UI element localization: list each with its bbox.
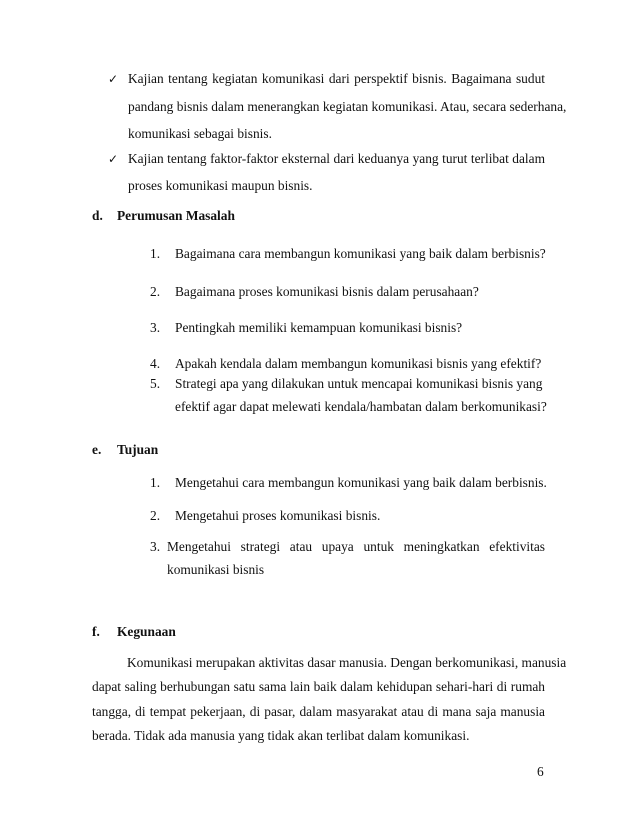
section-d-item-4-num: 4. [150,356,161,371]
bullet-1-line-1: Kajian tentang kegiatan komunikasi dari perspektif bisnis. Bagaimana sudut [128,71,545,86]
section-d-item-5-line-1: Strategi apa yang dilakukan untuk mencapai komunikasi bisnis yang [175,376,543,391]
section-d-item-5-line-2: efektif agar dapat melewati kendala/hambatan dalam berkomunikasi? [175,399,547,414]
section-e-item-3-num: 3. [150,539,161,554]
section-e-item-1-num: 1. [150,475,161,490]
section-f-paragraph-line-2: dapat saling berhubungan satu sama lain baik dalam kehidupan sehari-hari di rumah [92,679,545,694]
section-e-item-2-num: 2. [150,508,161,523]
page-number: 6 [537,764,544,779]
checkmark-icon: ✓ [108,72,119,86]
section-f-paragraph-line-3: tangga, di tempat pekerjaan, di pasar, dalam masyarakat atau di mana saja manusia [92,704,545,719]
checkmark-icon: ✓ [108,152,119,166]
section-e-item-1: Mengetahui cara membangun komunikasi yang baik dalam berbisnis. [175,475,547,490]
bullet-2-line-2: proses komunikasi maupun bisnis. [128,178,313,193]
section-d-item-1-num: 1. [150,246,161,261]
section-e-letter: e. [92,442,102,457]
section-e-item-3-line-2: komunikasi bisnis [167,562,265,577]
section-d-item-5-num: 5. [150,376,161,391]
section-d-item-2-num: 2. [150,284,161,299]
section-f-paragraph-line-1: Komunikasi merupakan aktivitas dasar manusia. Dengan berkomunikasi, manusia [127,655,567,670]
section-d-item-1: Bagaimana cara membangun komunikasi yang baik dalam berbisnis? [175,246,546,261]
section-d-letter: d. [92,208,103,223]
bullet-1-line-3: komunikasi sebagai bisnis. [128,126,272,141]
section-d-item-4: Apakah kendala dalam membangun komunikasi bisnis yang efektif? [175,356,542,371]
bullet-2-line-1: Kajian tentang faktor-faktor eksternal dari keduanya yang turut terlibat dalam [128,151,545,166]
section-f-letter: f. [92,624,100,639]
bullet-1-line-2: pandang bisnis dalam menerangkan kegiatan komunikasi. Atau, secara sederhana, [128,99,567,114]
section-e-item-3-line-1: Mengetahui strategi atau upaya untuk meningkatkan efektivitas [167,539,545,554]
section-f-paragraph-line-4: berada. Tidak ada manusia yang tidak akan terlibat dalam komunikasi. [92,728,470,743]
section-d-title: Perumusan Masalah [117,208,235,223]
section-d-item-3: Pentingkah memiliki kemampuan komunikasi bisnis? [175,320,463,335]
section-e-item-2: Mengetahui proses komunikasi bisnis. [175,508,381,523]
section-f-title: Kegunaan [117,624,176,639]
section-d-item-2: Bagaimana proses komunikasi bisnis dalam perusahaan? [175,284,479,299]
section-d-item-3-num: 3. [150,320,161,335]
section-e-title: Tujuan [117,442,159,457]
